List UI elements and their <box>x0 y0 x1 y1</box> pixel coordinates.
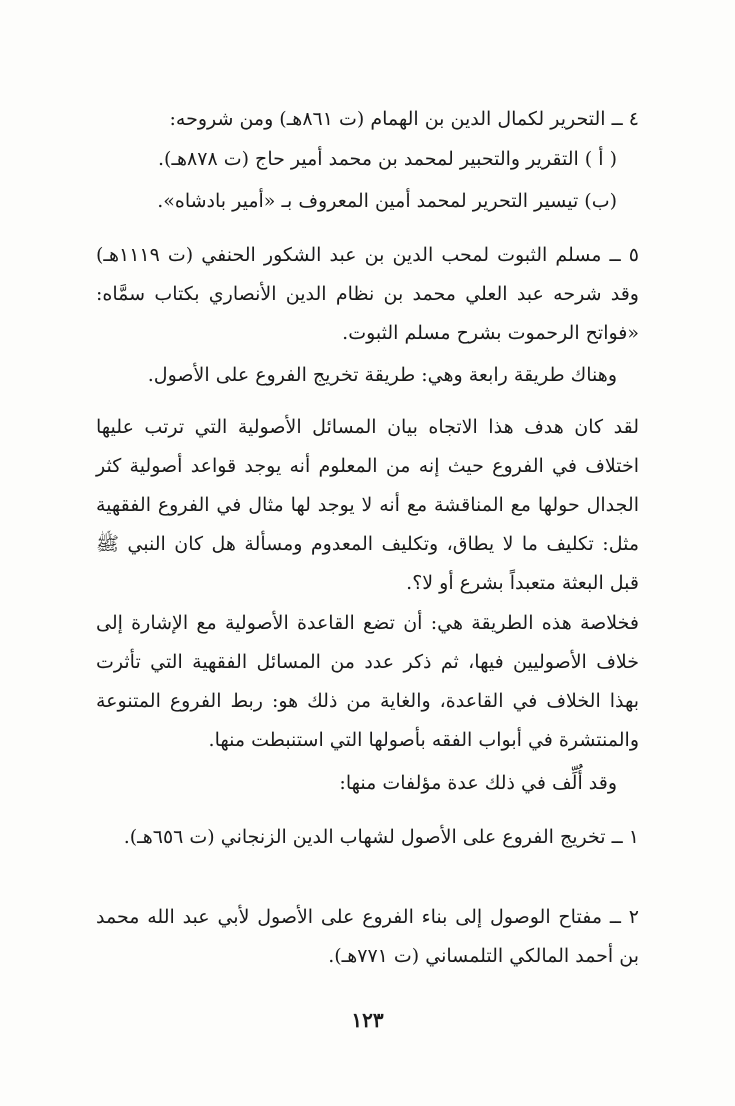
paragraph-aim: لقد كان هدف هذا الاتجاه بيان المسائل الأصولية التي ترتب عليها اختلاف في الفروع حيث إنه من المعلوم أنه يوجد قواعد أصولية كثر الجدال حولها مع المناقشة مع أنه لا يوجد لها مثال في الفروع الفقهية مثل: تكليف ما لا يطاق، وتكليف المعدوم ومسألة هل كان النبي ﷺ قبل البعثة متعبداً بشرع أو لا؟. <box>96 416 639 594</box>
paragraph-work-2: ٢ ــ مفتاح الوصول إلى بناء الفروع على الأصول لأبي عبد الله محمد بن أحمد المالكي التلمساني (ت ٧٧١هـ). <box>96 906 639 967</box>
paragraph-fourth-method: وهناك طريقة رابعة وهي: طريقة تخريج الفروع على الأصول. <box>147 364 617 386</box>
paragraph-works-intro: وقد أُلِّف في ذلك عدة مؤلفات منها: <box>339 772 617 794</box>
paragraph-summary: فخلاصة هذه الطريقة هي: أن تضع القاعدة الأصولية مع الإشارة إلى خلاف الأصوليين فيها، ثم ذكر عدد من المسائل الفقهية التي تأثرت بهذا الخلاف في القاعدة، والغاية من ذلك هو: ربط الفروع المتنوعة والمنتشرة في أبواب الفقه بأصولها التي استنبطت منها. <box>96 612 639 751</box>
page-number: ١٢٣ <box>351 1008 384 1032</box>
paragraph-sub-b: (ب) تيسير التحرير لمحمد أمين المعروف بـ «أمير بادشاه». <box>157 190 617 212</box>
paragraph-item-4: ٤ ــ التحرير لكمال الدين بن الهمام (ت ٨٦١هـ) ومن شروحه: <box>169 108 639 130</box>
paragraph-work-1: ١ ــ تخريج الفروع على الأصول لشهاب الدين الزنجاني (ت ٦٥٦هـ). <box>123 826 639 848</box>
paragraph-sub-a: ( أ ) التقرير والتحبير لمحمد بن محمد أمير حاج (ت ٨٧٨هـ). <box>158 148 617 170</box>
paragraph-item-5: ٥ ــ مسلم الثبوت لمحب الدين بن عبد الشكور الحنفي (ت ١١١٩هـ) وقد شرحه عبد العلي محمد بن نظام الدين الأنصاري بكتاب سمَّاه: «فواتح الرحموت بشرح مسلم الثبوت. <box>96 244 639 344</box>
